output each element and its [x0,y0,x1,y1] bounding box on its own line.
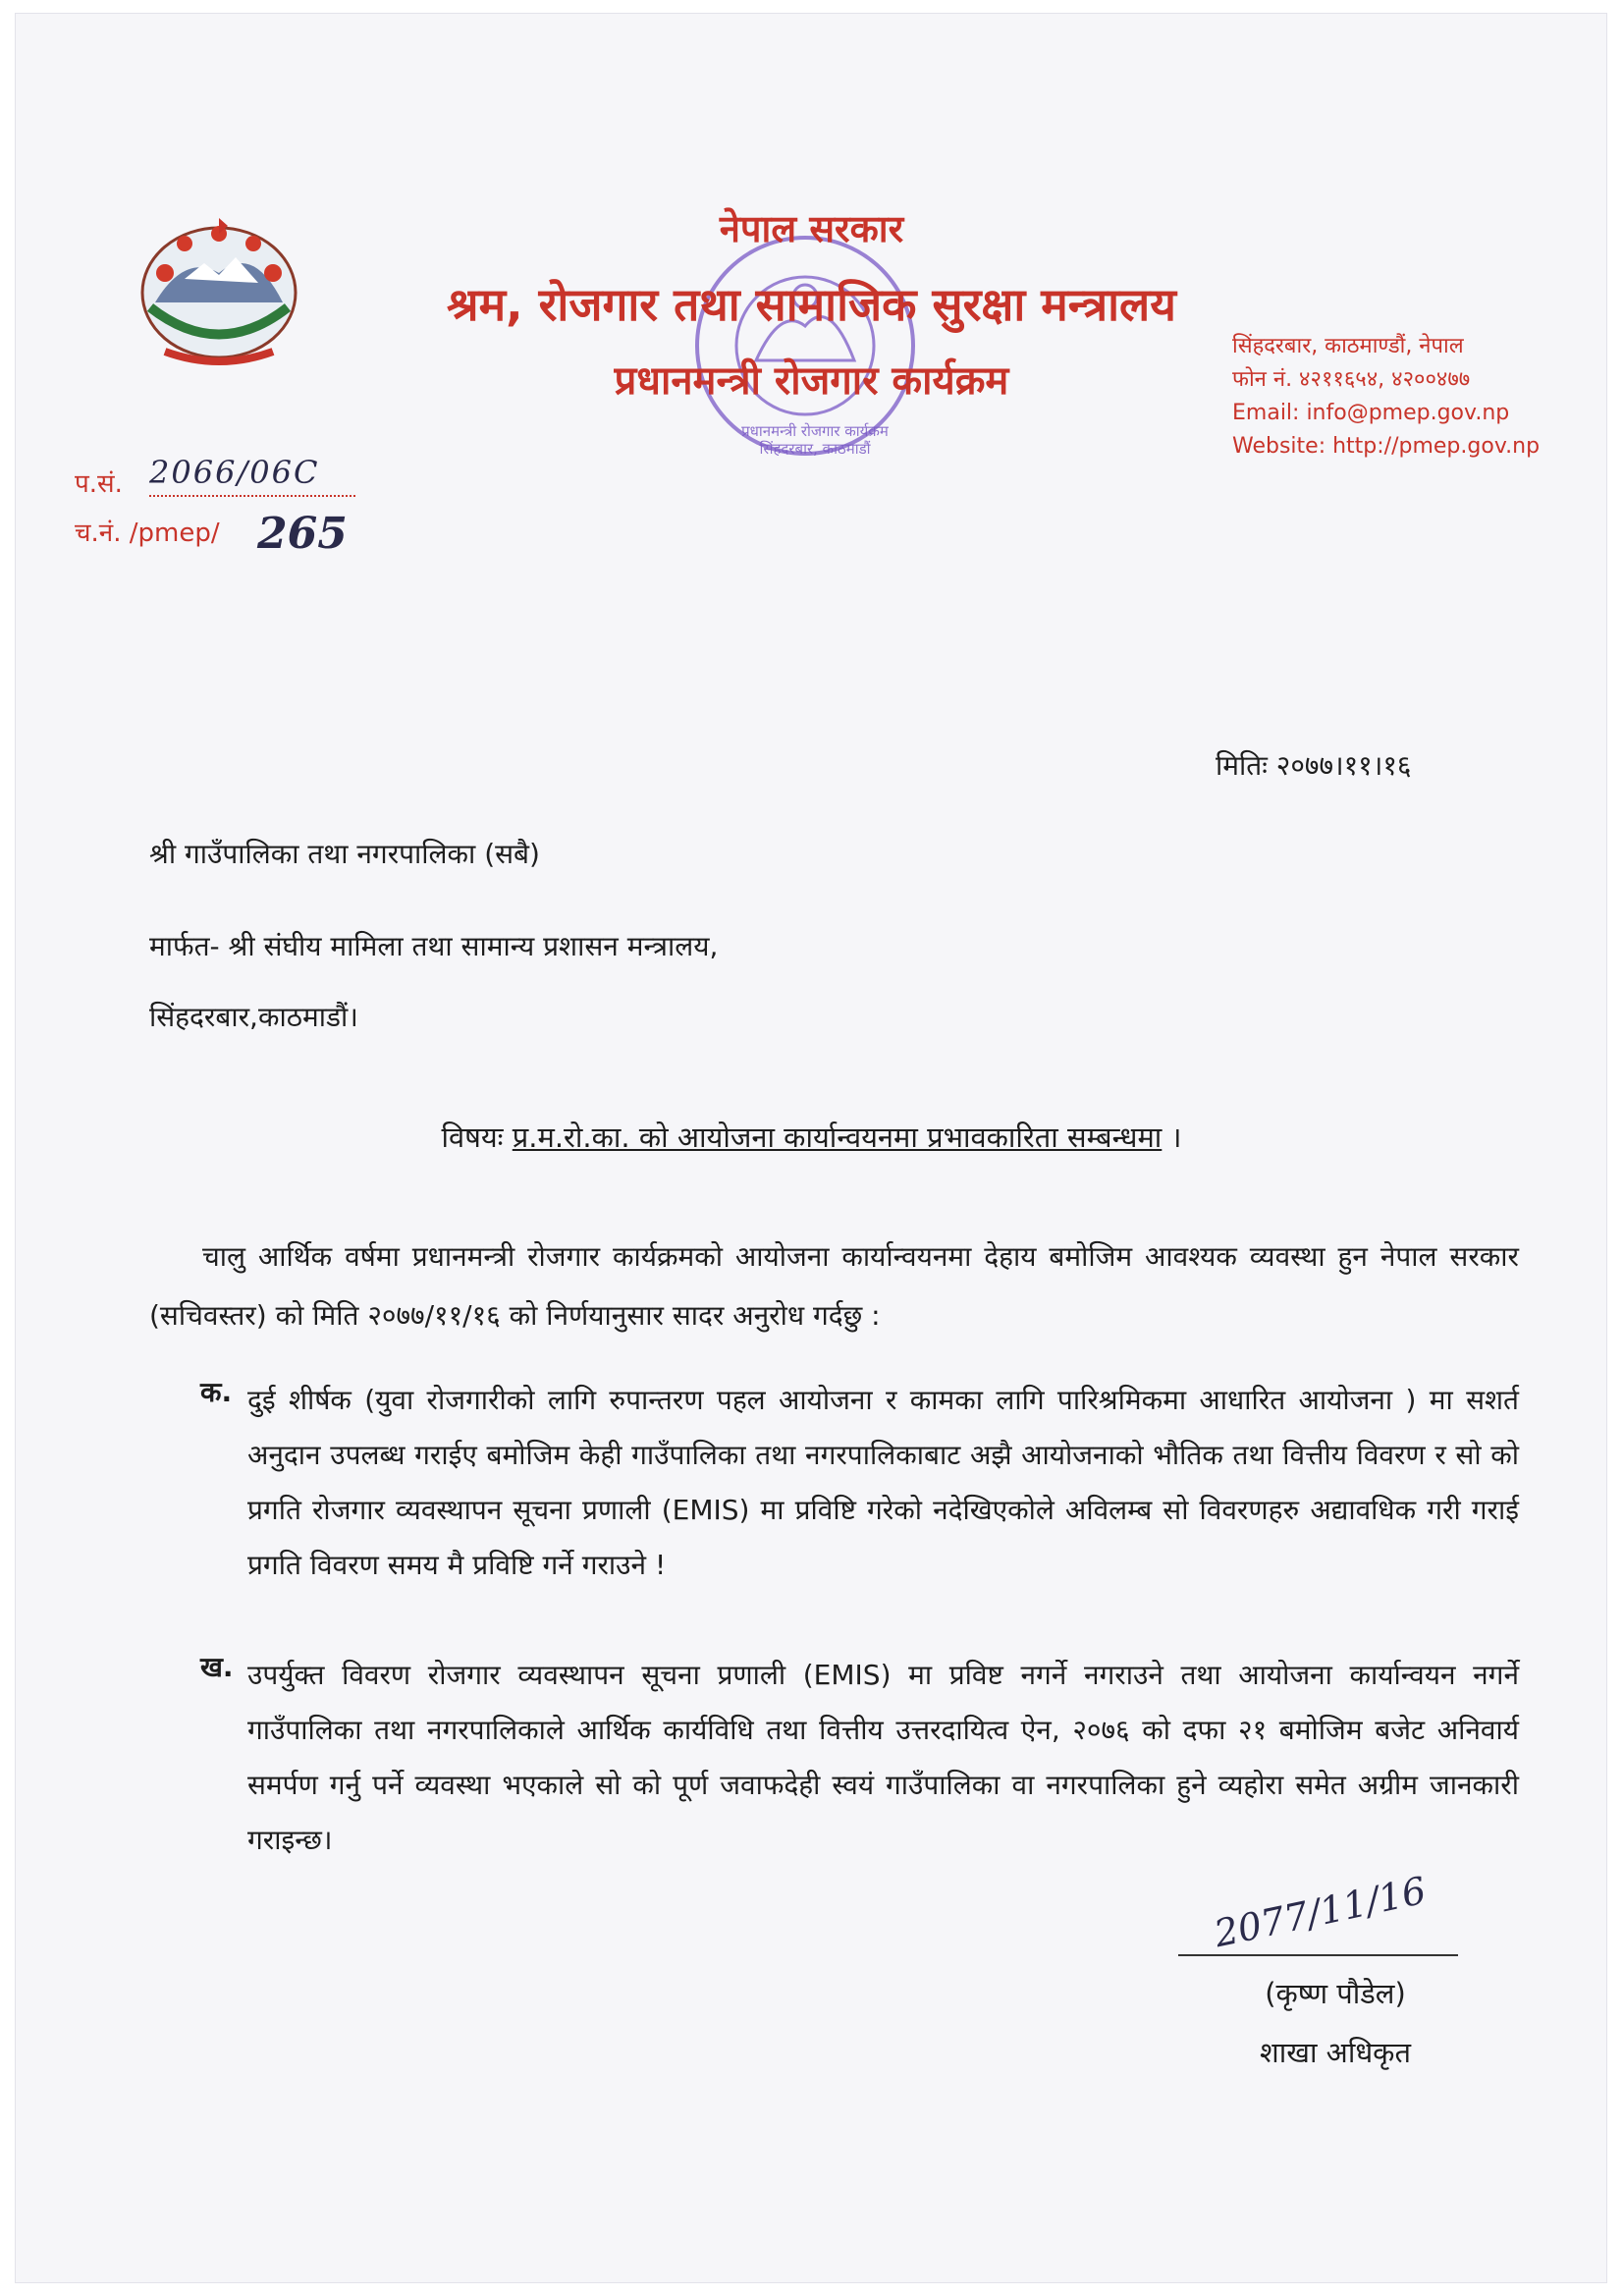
ps-label: प.सं. [75,469,123,499]
signatory-title: शाखा अधिकृत [1260,2036,1411,2069]
handwritten-signature: 2077/11/16 [1210,1868,1431,1956]
recipient-line-2: मार्फत- श्री संघीय मामिला तथा सामान्य प्रशासन मन्त्रालय, [149,930,719,962]
signature-line [1178,1954,1458,1956]
contact-email: Email: info@pmep.gov.np [1232,401,1510,425]
item-marker-ka: क. [200,1376,233,1408]
ps-value-handwritten: 2066/06C [149,454,320,491]
subject-end: । [1170,1121,1182,1154]
cn-value-handwritten: 265 [257,509,348,559]
item-text-ka: दुई शीर्षक (युवा रोजगारीको लागि रुपान्तरण पहल आयोजना र कामका लागि पारिश्रमिकमा आधारित आयोजना ) मा सशर्त अनुदान उपलब्ध गराईए बमोजिम केही गाउँपालिका तथा नगरपालिकाबाट अझै आयोजनाको भौतिक तथा वित्तीय विवरण र सो को प्रगति रोजगार व्यवस्थापन सूचना प्रणाली (EMIS) मा प्रविष्टि गरेको नदेखिएकोले अविलम्ब सो विवरणहरु अद्यावधिक गरी गराई प्रगति विवरण समय मै प्रविष्टि गर्ने गराउने ! [247,1384,1519,1581]
header-program: प्रधानमन्त्री रोजगार कार्यक्रम [614,358,1009,404]
signatory-name: (कृष्ण पौडेल) [1265,1977,1406,2010]
letter-date: मितिः २०७७।११।१६ [1216,749,1412,782]
subject-label: विषयः [441,1121,504,1154]
item-text-kha: उपर्युक्त विवरण रोजगार व्यवस्थापन सूचना प्रणाली (EMIS) मा प्रविष्ट नगर्ने नगराउने तथा आयोजना कार्यान्वयन नगर्ने गाउँपालिका तथा नगरपालिकाले आर्थिक कार्यविधि तथा वित्तीय उत्तरदायित्व ऐन, २०७६ को दफा २१ बमोजिम बजेट अनिवार्य समर्पण गर्नु पर्ने व्यवस्था भएकाले सो को पूर्ण जवाफदेही स्वयं गाउँपालिका वा नगरपालिका हुने व्यहोरा समेत अग्रीम जानकारी गराइन्छ। [247,1659,1519,1856]
subject-text: प्र.म.रो.का. को आयोजना कार्यान्वयनमा प्रभावकारिता सम्बन्धमा [512,1121,1163,1154]
subject-line [0,1118,1623,1156]
recipient-line-3: सिंहदरबार,काठमाडौं। [149,1001,358,1033]
contact-phone: फोन नं. ४२११६५४, ४२००४७७ [1232,367,1471,392]
item-marker-kha: ख. [200,1651,234,1683]
header-ministry: श्रम, रोजगार तथा सामाजिक सुरक्षा मन्त्रालय [447,278,1176,331]
cn-label: च.नं. /pmep/ [75,519,220,548]
contact-block [1232,330,1540,464]
contact-address: सिंहदरबार, काठमाण्डौं, नेपाल [1232,334,1464,358]
ps-dotline [149,495,355,497]
intro-paragraph: चालु आर्थिक वर्षमा प्रधानमन्त्री रोजगार कार्यक्रमको आयोजना कार्यान्वयनमा देहाय बमोजिम आवश्यक व्यवस्था हुन नेपाल सरकार (सचिवस्तर) को मिति २०७७/११/१६ को निर्णयानुसार सादर अनुरोध गर्दछु : [149,1240,1519,1332]
contact-website: Website: http://pmep.gov.np [1232,434,1541,459]
recipient-line-1: श्री गाउँपालिका तथा नगरपालिका (सबै) [149,838,540,870]
stamp-text: प्रधानमन्त्री रोजगार कार्यक्रम सिंहदरबार, काठमाडौं [741,422,889,458]
signatory-block [1208,1964,1463,2082]
header-government: नेपाल सरकार [719,207,904,250]
